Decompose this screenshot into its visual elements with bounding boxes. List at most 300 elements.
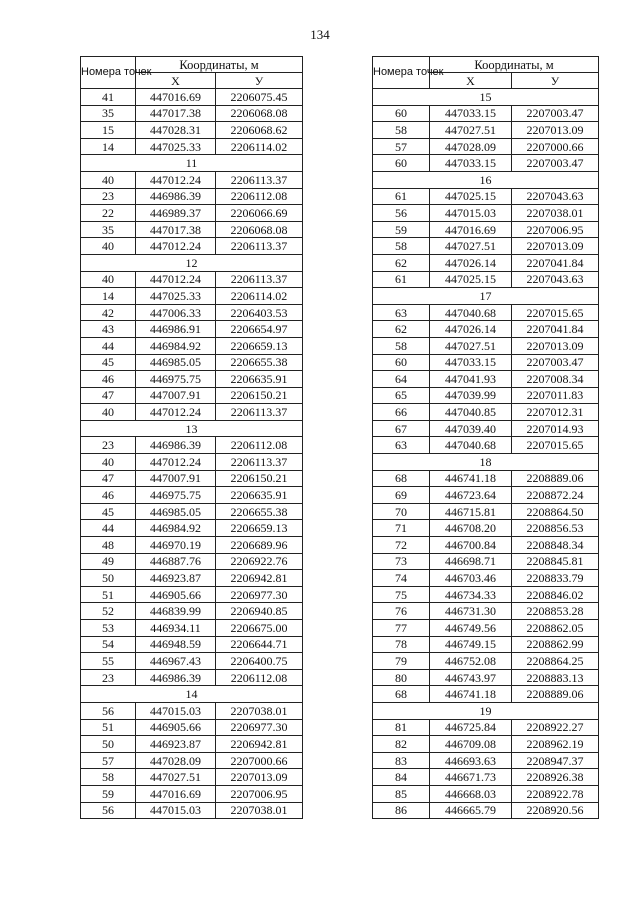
table-row [81, 89, 303, 106]
x-coordinate-cell: 447006.33 [136, 304, 216, 321]
table-row [81, 470, 303, 487]
y-coordinate-cell: 2207006.95 [216, 785, 303, 802]
point-number-cell: 63 [373, 304, 430, 321]
y-coordinate-cell: 2206940.85 [216, 603, 303, 620]
point-number-cell: 45 [81, 503, 136, 520]
point-number-cell: 23 [81, 669, 136, 686]
table-row [373, 371, 599, 388]
group-number: 15 [373, 89, 599, 106]
point-number-cell: 40 [81, 454, 136, 471]
table-row [81, 454, 303, 471]
point-number-cell: 69 [373, 487, 430, 504]
point-number-cell: 61 [373, 271, 430, 288]
point-number-cell: 62 [373, 321, 430, 338]
y-coordinate-cell: 2208872.24 [512, 487, 599, 504]
y-coordinate-cell: 2206066.69 [216, 205, 303, 222]
header-point-number: Номера точек [81, 57, 136, 89]
table-row [81, 802, 303, 819]
y-coordinate-cell: 2206068.62 [216, 122, 303, 139]
y-coordinate-cell: 2206113.37 [216, 454, 303, 471]
point-number-cell: 23 [81, 437, 136, 454]
x-coordinate-cell: 446975.75 [136, 487, 216, 504]
point-number-cell: 55 [81, 653, 136, 670]
point-number-cell: 68 [373, 470, 430, 487]
table-row [373, 752, 599, 769]
x-coordinate-cell: 447028.09 [430, 138, 512, 155]
x-coordinate-cell: 447016.69 [136, 89, 216, 106]
table-row [81, 752, 303, 769]
y-coordinate-cell: 2206150.21 [216, 470, 303, 487]
group-number: 19 [373, 702, 599, 719]
x-coordinate-cell: 446839.99 [136, 603, 216, 620]
point-number-cell: 45 [81, 354, 136, 371]
table-row [81, 736, 303, 753]
y-coordinate-cell: 2207008.34 [512, 371, 599, 388]
table-row [81, 171, 303, 188]
y-coordinate-cell: 2207012.31 [512, 404, 599, 421]
point-number-cell: 15 [81, 122, 136, 139]
point-number-cell: 14 [81, 288, 136, 305]
point-number-cell: 46 [81, 487, 136, 504]
y-coordinate-cell: 2207003.47 [512, 105, 599, 122]
table-row [373, 736, 599, 753]
y-coordinate-cell: 2208883.13 [512, 669, 599, 686]
x-coordinate-cell: 446741.18 [430, 686, 512, 703]
y-coordinate-cell: 2207043.63 [512, 188, 599, 205]
table-row [373, 437, 599, 454]
x-coordinate-cell: 447033.15 [430, 105, 512, 122]
table-row [373, 802, 599, 819]
y-coordinate-cell: 2207013.09 [512, 122, 599, 139]
table-row [81, 122, 303, 139]
table-row [373, 603, 599, 620]
x-coordinate-cell: 447007.91 [136, 387, 216, 404]
table-row [81, 304, 303, 321]
point-number-cell: 40 [81, 271, 136, 288]
table-row [373, 321, 599, 338]
point-number-cell: 59 [373, 221, 430, 238]
table-row [81, 238, 303, 255]
table-row [373, 155, 599, 172]
y-coordinate-cell: 2206942.81 [216, 736, 303, 753]
y-coordinate-cell: 2206075.45 [216, 89, 303, 106]
point-number-cell: 53 [81, 620, 136, 637]
table-row [81, 537, 303, 554]
point-number-cell: 65 [373, 387, 430, 404]
table-row [373, 636, 599, 653]
table-row [81, 105, 303, 122]
point-number-cell: 82 [373, 736, 430, 753]
group-row [373, 171, 599, 188]
x-coordinate-cell: 446708.20 [430, 520, 512, 537]
point-number-cell: 81 [373, 719, 430, 736]
point-number-cell: 44 [81, 520, 136, 537]
x-coordinate-cell: 447026.14 [430, 254, 512, 271]
y-coordinate-cell: 2207041.84 [512, 321, 599, 338]
point-number-cell: 84 [373, 769, 430, 786]
coordinates-table-right [372, 56, 599, 819]
x-coordinate-cell: 447033.15 [430, 354, 512, 371]
y-coordinate-cell: 2208862.05 [512, 620, 599, 637]
point-number-cell: 85 [373, 785, 430, 802]
table-row [81, 603, 303, 620]
x-coordinate-cell: 446985.05 [136, 503, 216, 520]
x-coordinate-cell: 447027.51 [430, 337, 512, 354]
x-coordinate-cell: 446887.76 [136, 553, 216, 570]
y-coordinate-cell: 2208856.53 [512, 520, 599, 537]
y-coordinate-cell: 2208922.27 [512, 719, 599, 736]
x-coordinate-cell: 447026.14 [430, 321, 512, 338]
point-number-cell: 57 [373, 138, 430, 155]
group-row [373, 89, 599, 106]
y-coordinate-cell: 2208947.37 [512, 752, 599, 769]
point-number-cell: 59 [81, 785, 136, 802]
table-row [81, 719, 303, 736]
group-number: 12 [81, 254, 303, 271]
x-coordinate-cell: 447025.33 [136, 138, 216, 155]
table-row [81, 702, 303, 719]
x-coordinate-cell: 446715.81 [430, 503, 512, 520]
point-number-cell: 60 [373, 354, 430, 371]
point-number-cell: 50 [81, 736, 136, 753]
group-row [81, 686, 303, 703]
point-number-cell: 62 [373, 254, 430, 271]
point-number-cell: 51 [81, 586, 136, 603]
y-coordinate-cell: 2206675.00 [216, 620, 303, 637]
point-number-cell: 58 [81, 769, 136, 786]
y-coordinate-cell: 2206659.13 [216, 337, 303, 354]
point-number-cell: 47 [81, 387, 136, 404]
table-row [81, 138, 303, 155]
x-coordinate-cell: 446967.43 [136, 653, 216, 670]
y-coordinate-cell: 2206114.02 [216, 288, 303, 305]
header-coordinates: Координаты, м [136, 57, 303, 73]
table-row [373, 669, 599, 686]
table-row [373, 122, 599, 139]
y-coordinate-cell: 2207038.01 [216, 702, 303, 719]
table-row [81, 221, 303, 238]
y-coordinate-cell: 2206635.91 [216, 371, 303, 388]
table-row [373, 254, 599, 271]
x-coordinate-cell: 447012.24 [136, 454, 216, 471]
table-row [373, 387, 599, 404]
point-number-cell: 22 [81, 205, 136, 222]
header-x: Х [136, 73, 216, 89]
y-coordinate-cell: 2208962.19 [512, 736, 599, 753]
table-row [373, 354, 599, 371]
point-number-cell: 60 [373, 155, 430, 172]
table-row [81, 437, 303, 454]
x-coordinate-cell: 446671.73 [430, 769, 512, 786]
group-row [81, 420, 303, 437]
point-number-cell: 56 [81, 802, 136, 819]
table-row [81, 785, 303, 802]
point-number-cell: 71 [373, 520, 430, 537]
x-coordinate-cell: 446975.75 [136, 371, 216, 388]
point-number-cell: 35 [81, 221, 136, 238]
x-coordinate-cell: 447017.38 [136, 221, 216, 238]
point-number-cell: 58 [373, 238, 430, 255]
x-coordinate-cell: 447015.03 [430, 205, 512, 222]
x-coordinate-cell: 446970.19 [136, 537, 216, 554]
y-coordinate-cell: 2206113.37 [216, 171, 303, 188]
table-row [373, 653, 599, 670]
x-coordinate-cell: 446923.87 [136, 736, 216, 753]
point-number-cell: 66 [373, 404, 430, 421]
x-coordinate-cell: 446734.33 [430, 586, 512, 603]
point-number-cell: 68 [373, 686, 430, 703]
table-row [373, 769, 599, 786]
y-coordinate-cell: 2208846.02 [512, 586, 599, 603]
table-row [373, 188, 599, 205]
x-coordinate-cell: 447040.68 [430, 304, 512, 321]
y-coordinate-cell: 2206659.13 [216, 520, 303, 537]
y-coordinate-cell: 2207038.01 [216, 802, 303, 819]
x-coordinate-cell: 446749.15 [430, 636, 512, 653]
table-row [81, 271, 303, 288]
point-number-cell: 86 [373, 802, 430, 819]
y-coordinate-cell: 2206112.08 [216, 188, 303, 205]
table-row [81, 354, 303, 371]
x-coordinate-cell: 446986.39 [136, 437, 216, 454]
table-row [373, 503, 599, 520]
x-coordinate-cell: 446905.66 [136, 586, 216, 603]
y-coordinate-cell: 2207013.09 [216, 769, 303, 786]
y-coordinate-cell: 2206400.75 [216, 653, 303, 670]
table-row [373, 271, 599, 288]
x-coordinate-cell: 446725.84 [430, 719, 512, 736]
table-row [373, 337, 599, 354]
x-coordinate-cell: 446984.92 [136, 337, 216, 354]
x-coordinate-cell: 447012.24 [136, 404, 216, 421]
y-coordinate-cell: 2208833.79 [512, 570, 599, 587]
y-coordinate-cell: 2206635.91 [216, 487, 303, 504]
x-coordinate-cell: 446989.37 [136, 205, 216, 222]
page-number: 134 [310, 27, 330, 42]
x-coordinate-cell: 446948.59 [136, 636, 216, 653]
group-number: 11 [81, 155, 303, 172]
point-number-cell: 40 [81, 404, 136, 421]
x-coordinate-cell: 447039.99 [430, 387, 512, 404]
x-coordinate-cell: 446752.08 [430, 653, 512, 670]
x-coordinate-cell: 447039.40 [430, 420, 512, 437]
point-number-cell: 48 [81, 537, 136, 554]
table-row [373, 138, 599, 155]
y-coordinate-cell: 2206977.30 [216, 719, 303, 736]
x-coordinate-cell: 447028.31 [136, 122, 216, 139]
y-coordinate-cell: 2206113.37 [216, 404, 303, 421]
x-coordinate-cell: 446700.84 [430, 537, 512, 554]
point-number-cell: 44 [81, 337, 136, 354]
table-row [373, 221, 599, 238]
y-coordinate-cell: 2207015.65 [512, 304, 599, 321]
x-coordinate-cell: 446741.18 [430, 470, 512, 487]
y-coordinate-cell: 2206403.53 [216, 304, 303, 321]
x-coordinate-cell: 446723.64 [430, 487, 512, 504]
y-coordinate-cell: 2207003.47 [512, 155, 599, 172]
table-row [81, 620, 303, 637]
y-coordinate-cell: 2208922.78 [512, 785, 599, 802]
coordinates-table-left [80, 56, 303, 819]
point-number-cell: 14 [81, 138, 136, 155]
y-coordinate-cell: 2206150.21 [216, 387, 303, 404]
point-number-cell: 70 [373, 503, 430, 520]
group-row [373, 288, 599, 305]
point-number-cell: 74 [373, 570, 430, 587]
point-number-cell: 61 [373, 188, 430, 205]
y-coordinate-cell: 2206112.08 [216, 437, 303, 454]
table-row [373, 205, 599, 222]
x-coordinate-cell: 447027.51 [430, 122, 512, 139]
table-row [81, 188, 303, 205]
point-number-cell: 40 [81, 238, 136, 255]
group-number: 13 [81, 420, 303, 437]
x-coordinate-cell: 447015.03 [136, 802, 216, 819]
x-coordinate-cell: 447025.15 [430, 271, 512, 288]
point-number-cell: 54 [81, 636, 136, 653]
point-number-cell: 56 [373, 205, 430, 222]
table-row [373, 420, 599, 437]
y-coordinate-cell: 2206922.76 [216, 553, 303, 570]
point-number-cell: 58 [373, 122, 430, 139]
y-coordinate-cell: 2207015.65 [512, 437, 599, 454]
x-coordinate-cell: 446984.92 [136, 520, 216, 537]
group-number: 14 [81, 686, 303, 703]
x-coordinate-cell: 447040.68 [430, 437, 512, 454]
table-row [373, 553, 599, 570]
y-coordinate-cell: 2206112.08 [216, 669, 303, 686]
y-coordinate-cell: 2206068.08 [216, 221, 303, 238]
x-coordinate-cell: 446934.11 [136, 620, 216, 637]
y-coordinate-cell: 2207013.09 [512, 337, 599, 354]
point-number-cell: 72 [373, 537, 430, 554]
point-number-cell: 49 [81, 553, 136, 570]
x-coordinate-cell: 447027.51 [136, 769, 216, 786]
x-coordinate-cell: 447040.85 [430, 404, 512, 421]
point-number-cell: 51 [81, 719, 136, 736]
group-row [373, 702, 599, 719]
y-coordinate-cell: 2208845.81 [512, 553, 599, 570]
table-row [81, 503, 303, 520]
table-row [81, 669, 303, 686]
y-coordinate-cell: 2207013.09 [512, 238, 599, 255]
x-coordinate-cell: 447012.24 [136, 238, 216, 255]
point-number-cell: 67 [373, 420, 430, 437]
x-coordinate-cell: 446749.56 [430, 620, 512, 637]
x-coordinate-cell: 447025.33 [136, 288, 216, 305]
x-coordinate-cell: 447007.91 [136, 470, 216, 487]
point-number-cell: 52 [81, 603, 136, 620]
y-coordinate-cell: 2207000.66 [216, 752, 303, 769]
point-number-cell: 60 [373, 105, 430, 122]
y-coordinate-cell: 2206654.97 [216, 321, 303, 338]
point-number-cell: 43 [81, 321, 136, 338]
table-row [373, 404, 599, 421]
table-row [373, 487, 599, 504]
y-coordinate-cell: 2208889.06 [512, 470, 599, 487]
x-coordinate-cell: 446665.79 [430, 802, 512, 819]
table-row [81, 653, 303, 670]
y-coordinate-cell: 2207043.63 [512, 271, 599, 288]
y-coordinate-cell: 2208864.25 [512, 653, 599, 670]
header-y: У [216, 73, 303, 89]
point-number-cell: 64 [373, 371, 430, 388]
table-row [81, 387, 303, 404]
point-number-cell: 23 [81, 188, 136, 205]
table-row [81, 487, 303, 504]
table-row [81, 205, 303, 222]
point-number-cell: 80 [373, 669, 430, 686]
header-y: У [512, 73, 599, 89]
point-number-cell: 47 [81, 470, 136, 487]
table-row [373, 586, 599, 603]
table-row [81, 570, 303, 587]
table-row [373, 570, 599, 587]
group-number: 16 [373, 171, 599, 188]
point-number-cell: 73 [373, 553, 430, 570]
y-coordinate-cell: 2206689.96 [216, 537, 303, 554]
group-number: 18 [373, 454, 599, 471]
x-coordinate-cell: 447012.24 [136, 271, 216, 288]
table-row [81, 321, 303, 338]
header-coordinates: Координаты, м [430, 57, 599, 73]
y-coordinate-cell: 2208889.06 [512, 686, 599, 703]
y-coordinate-cell: 2206644.71 [216, 636, 303, 653]
y-coordinate-cell: 2208920.56 [512, 802, 599, 819]
x-coordinate-cell: 446731.30 [430, 603, 512, 620]
table-row [81, 636, 303, 653]
point-number-cell: 58 [373, 337, 430, 354]
table-row [81, 586, 303, 603]
table-row [373, 520, 599, 537]
table-row [373, 470, 599, 487]
point-number-cell: 42 [81, 304, 136, 321]
group-row [373, 454, 599, 471]
y-coordinate-cell: 2207003.47 [512, 354, 599, 371]
x-coordinate-cell: 446709.08 [430, 736, 512, 753]
y-coordinate-cell: 2207000.66 [512, 138, 599, 155]
table-row [81, 337, 303, 354]
y-coordinate-cell: 2206942.81 [216, 570, 303, 587]
x-coordinate-cell: 446923.87 [136, 570, 216, 587]
group-row [81, 155, 303, 172]
point-number-cell: 75 [373, 586, 430, 603]
y-coordinate-cell: 2206113.37 [216, 271, 303, 288]
group-row [81, 254, 303, 271]
table-row [373, 238, 599, 255]
point-number-cell: 46 [81, 371, 136, 388]
x-coordinate-cell: 446698.71 [430, 553, 512, 570]
y-coordinate-cell: 2206113.37 [216, 238, 303, 255]
x-coordinate-cell: 446905.66 [136, 719, 216, 736]
table-row [373, 719, 599, 736]
point-number-cell: 78 [373, 636, 430, 653]
header-x: Х [430, 73, 512, 89]
x-coordinate-cell: 447028.09 [136, 752, 216, 769]
y-coordinate-cell: 2207014.93 [512, 420, 599, 437]
y-coordinate-cell: 2208864.50 [512, 503, 599, 520]
point-number-cell: 50 [81, 570, 136, 587]
table-row [81, 520, 303, 537]
header-point-number: Номера точек [373, 57, 430, 89]
table-row [81, 404, 303, 421]
y-coordinate-cell: 2208853.28 [512, 603, 599, 620]
point-number-cell: 40 [81, 171, 136, 188]
y-coordinate-cell: 2207006.95 [512, 221, 599, 238]
point-number-cell: 77 [373, 620, 430, 637]
y-coordinate-cell: 2207038.01 [512, 205, 599, 222]
point-number-cell: 35 [81, 105, 136, 122]
